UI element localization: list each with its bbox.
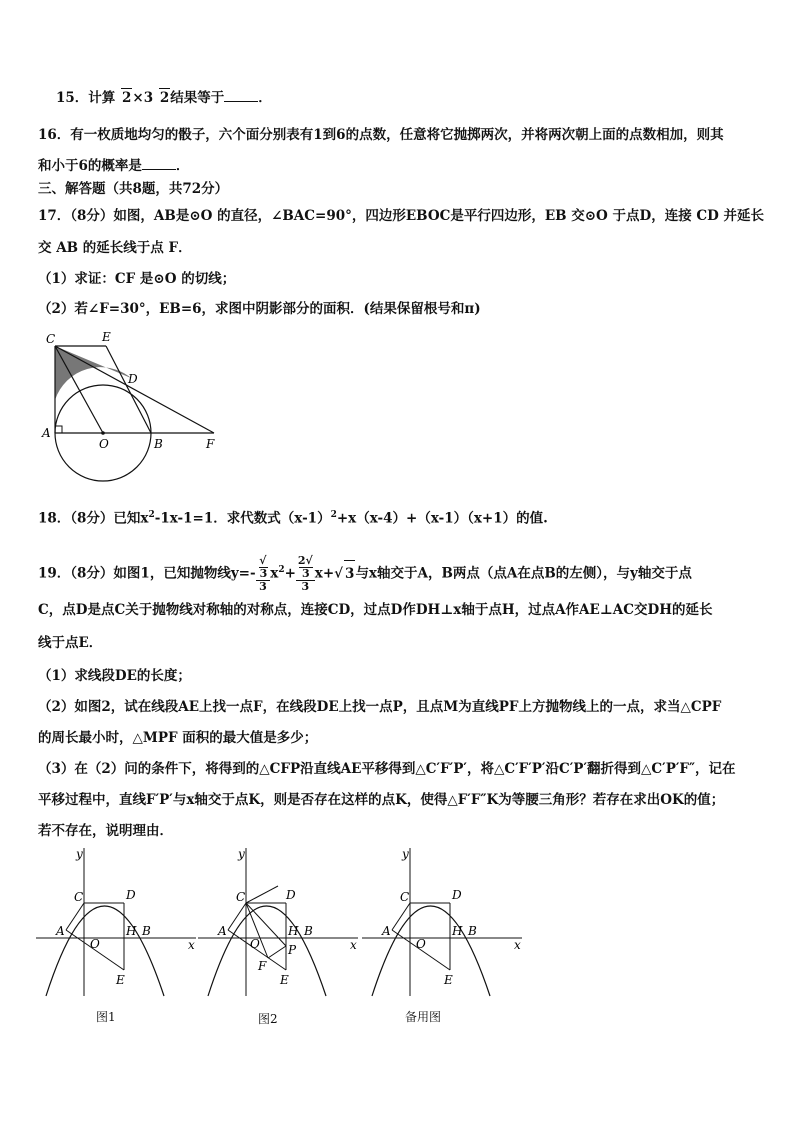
frac2-num: 3	[299, 567, 313, 580]
parabola	[46, 906, 164, 996]
q17-line2: 交 AB 的延长线于点 F．	[38, 240, 192, 256]
q19-part3a: （3）在（2）问的条件下，将得到的△CFP沿直线AE平移得到△C′F′P′，将△C′F′P′沿C′P′翻折得到△C′P′F″，记在	[38, 761, 736, 777]
lbl-p: P	[288, 943, 297, 957]
caption-fig1: 图1	[96, 1010, 116, 1024]
label-d: D	[128, 372, 138, 386]
cm	[246, 886, 278, 903]
lbl-e: E	[444, 973, 453, 987]
lbl-f: F	[258, 959, 267, 973]
sqrt3-const: 3	[344, 560, 355, 587]
question-18	[38, 506, 548, 528]
lbl-b: B	[142, 924, 151, 938]
q19-part2a: （2）如图2，试在线段AE上找一点F，在线段DE上找一点P，且点M为直线PF上方抛物线上的一点，求当△CPF	[38, 699, 722, 715]
ac	[66, 903, 84, 930]
parabola	[372, 906, 490, 996]
q15-end: ．	[258, 90, 272, 106]
frac-sqrt3-over-3: √ 3 3	[256, 555, 271, 593]
sqrt-2b: 2	[159, 90, 170, 106]
q19-line1: 19．（8分）如图1，已知抛物线y=- √ 3 3 $x^2+$ 2√ 3 3 x+√ 3与x轴交于A，B两点（点A在点B的左侧），与y轴交于点	[38, 554, 692, 593]
lbl-o: O	[416, 937, 426, 951]
lbl-b: B	[304, 924, 313, 938]
q18-sup1: 2	[148, 510, 155, 520]
q19-e: 与x轴交于A，B两点（点A在点B的左侧），与y轴交于点	[355, 565, 692, 582]
q19-sup: 2	[278, 565, 285, 575]
q19-line3: 线于点E．	[38, 635, 103, 651]
q16-line2b: ．	[175, 158, 190, 174]
q19-a: 19．（8分）如图1，已知抛物线y=-	[38, 565, 256, 582]
lbl-d: D	[126, 888, 136, 902]
label-o: O	[99, 437, 109, 451]
fig2	[198, 846, 363, 1006]
label-c: C	[46, 332, 56, 346]
parabola	[208, 906, 326, 996]
q18-a: 18．（8分）已知x	[38, 510, 149, 527]
q17-line1: 17．（8分）如图，AB是⊙O 的直径，∠BAC=90°，四边形EBOC是平行四边形，EB 交⊙O 于点D，连接 CD 并延长	[38, 208, 765, 224]
fig-spare	[362, 846, 527, 1006]
q18-sup2: 2	[330, 510, 337, 520]
q19-b: x	[270, 565, 279, 582]
lbl-x: x	[350, 938, 357, 952]
q16-line2a: 和小于6的概率是	[38, 158, 142, 174]
frac1-den: 3	[259, 580, 267, 593]
q15-prefix: 15．计算	[56, 90, 116, 106]
lbl-a: A	[218, 924, 227, 938]
lbl-d: D	[286, 888, 296, 902]
lbl-c: C	[400, 890, 410, 904]
q18-c: +x（x-4）+（x-1）（x+1）的值.	[336, 510, 548, 527]
q19-c: +	[284, 565, 296, 582]
lbl-e: E	[280, 973, 289, 987]
q15-suffix: 结果等于	[170, 90, 225, 106]
lbl-b: B	[468, 924, 477, 938]
label-b: B	[154, 437, 163, 451]
answer-blank	[224, 89, 258, 102]
lbl-h: H	[288, 924, 299, 938]
ac	[392, 903, 410, 930]
question-16-line2	[38, 157, 189, 175]
q17-part1: （1）求证：CF 是⊙O 的切线；	[38, 271, 236, 287]
segment-eb	[106, 346, 151, 433]
fig1	[36, 846, 201, 1006]
sqrt-2: 2	[122, 90, 132, 106]
lbl-a: A	[382, 924, 391, 938]
lbl-c: C	[236, 890, 246, 904]
question-16-line1: 16．有一枚质地均匀的骰子，六个面分别表有1到6的点数，任意将它抛掷两次，并将两次朝上面的点数相加，则其	[38, 127, 724, 143]
lbl-o: O	[250, 937, 260, 951]
center-dot	[101, 431, 105, 435]
caption-fig2: 图2	[258, 1012, 278, 1026]
lbl-x: x	[188, 938, 195, 952]
label-a: A	[42, 426, 51, 440]
q19-d: x+	[314, 565, 335, 582]
lbl-y: y	[238, 847, 245, 861]
q17-part2: （2）若∠F=30°，EB=6，求图中阴影部分的面积．(结果保留根号和π)	[38, 301, 481, 317]
lbl-x: x	[514, 938, 521, 952]
question-15	[56, 88, 272, 107]
q19-part2b: 的周长最小时，△MPF 面积的最大值是多少；	[38, 730, 318, 746]
lbl-d: D	[452, 888, 462, 902]
right-angle-mark	[55, 426, 62, 433]
fp	[268, 946, 286, 958]
lbl-y: y	[76, 847, 83, 861]
lbl-h: H	[126, 924, 137, 938]
lbl-h: H	[452, 924, 463, 938]
caption-spare: 备用图	[405, 1010, 442, 1024]
answer-blank-16	[142, 157, 176, 170]
q19-part1: （1）求线段DE的长度；	[38, 668, 191, 684]
lbl-c: C	[74, 890, 84, 904]
frac2-den: 3	[301, 580, 310, 593]
q19-line2: C，点D是点C关于抛物线对称轴的对称点，连接CD，过点D作DH⊥x轴于点H，过点A作AE⊥AC交DH的延长	[38, 602, 713, 618]
q19-part3c: 若不存在，说明理由．	[38, 823, 173, 839]
q17-figure	[36, 328, 226, 488]
lbl-y: y	[402, 847, 409, 861]
lbl-a: A	[56, 924, 65, 938]
section-heading: 三、解答题（共8题，共72分）	[38, 181, 229, 197]
lbl-e: E	[116, 973, 125, 987]
q19-part3b: 平移过程中，直线F′P′与x轴交于点K，则是否存在这样的点K，使得△F′F″K为等腰三角形？若存在求出OK的值；	[38, 792, 725, 808]
q18-b: -1x-1=1．求代数式（x-1）	[154, 510, 331, 527]
frac-2sqrt3-over-3: 2√ 3 3	[297, 554, 313, 593]
q15-mid: ×3	[132, 90, 154, 106]
label-e: E	[102, 330, 111, 344]
label-f: F	[206, 437, 215, 451]
ac	[228, 903, 246, 930]
lbl-o: O	[90, 937, 100, 951]
frac1-num: 3	[259, 567, 268, 580]
